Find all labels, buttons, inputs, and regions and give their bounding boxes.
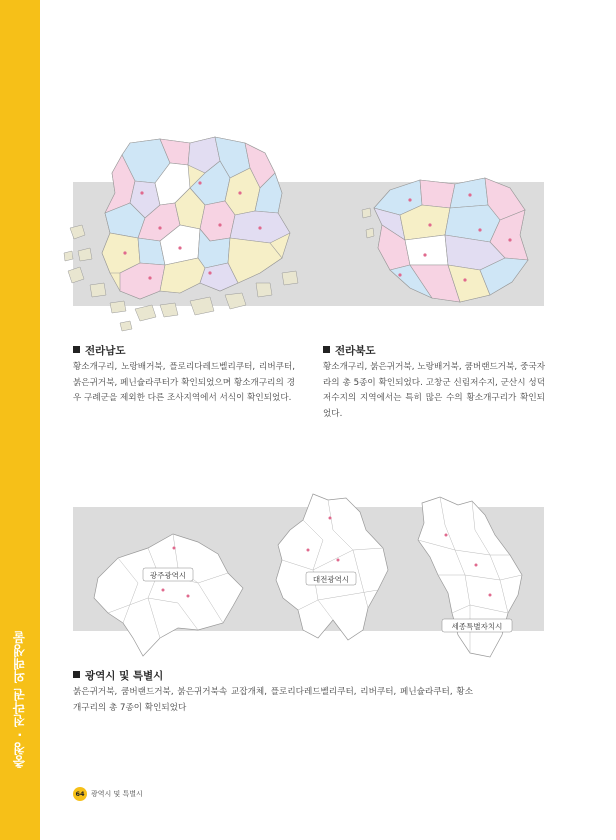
metro-body: 붉은귀거북, 쿰버랜드거북, 붉은귀거북속 교잡개체, 플로리다레드벨리쿠터, 리버쿠터, 페닌슐라쿠터, 황소개구리의 총 7종이 확인되었다 <box>73 687 473 713</box>
sejong-label: 세종특별자치시 <box>451 622 503 631</box>
gwangju-map <box>88 528 248 658</box>
side-tab-text: 충청 · 전라권 외래생물 <box>12 631 27 769</box>
jeonbuk-body: 황소개구리, 붉은귀거북, 노랑배거북, 쿰버랜드거북, 중국자라의 총 5종이 확인되었다. 고창군 신림저수지, 군산시 성덕저수지의 지역에서는 특히 많은 수의 황소개구리가 확인되었다. <box>323 362 545 419</box>
jeonnam-title <box>73 343 126 358</box>
daejeon-map <box>268 490 398 650</box>
jeonbuk-title-text: 전라북도 <box>335 345 376 357</box>
sejong-map <box>410 495 535 665</box>
daejeon-label: 대전광역시 <box>312 575 350 584</box>
title-square-icon <box>323 346 330 353</box>
jeonbuk-map <box>360 170 540 310</box>
page-footer <box>73 787 143 801</box>
jeonnam-title-text: 전라남도 <box>85 345 126 357</box>
metro-title-text: 광역시 및 특별시 <box>85 670 164 682</box>
title-square-icon <box>73 671 80 678</box>
jeonnam-body: 황소개구리, 노랑배거북, 플로리다레드벨리쿠터, 리버쿠터, 붉은귀거북, 페닌슐라쿠터가 확인되었으며 황소개구리의 경우 구례군을 제외한 다른 조사지역에서 서식이 확인되었다. <box>73 362 295 404</box>
jeonbuk-title <box>323 343 376 358</box>
page-number: 64 <box>73 787 87 801</box>
gwangju-label: 광주광역시 <box>149 571 187 580</box>
footer-label: 광역시 및 특별시 <box>91 790 143 798</box>
metro-title <box>73 668 163 683</box>
title-square-icon <box>73 346 80 353</box>
jeonnam-map <box>60 133 310 343</box>
